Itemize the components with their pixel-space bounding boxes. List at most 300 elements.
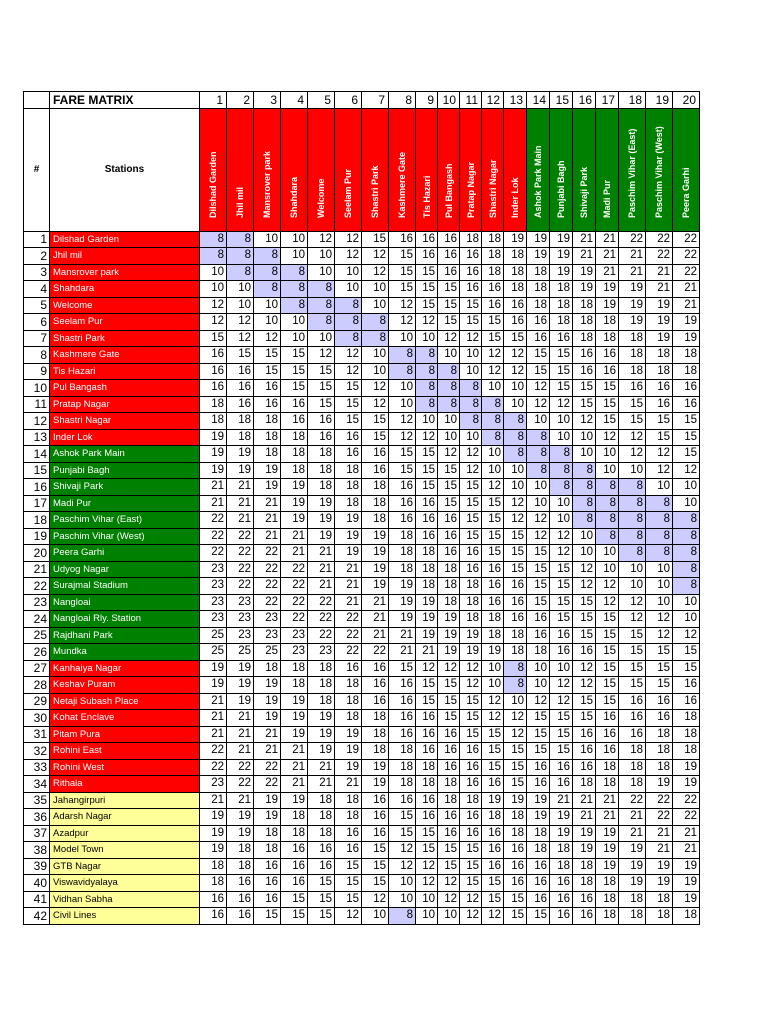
column-number: 4 (281, 92, 308, 109)
fare-cell: 15 (227, 347, 254, 364)
row-number: 6 (24, 314, 50, 331)
fare-cell: 21 (200, 792, 227, 809)
fare-cell: 16 (281, 396, 308, 413)
fare-cell: 15 (482, 545, 504, 562)
fare-cell: 15 (646, 413, 673, 430)
fare-cell: 16 (254, 875, 281, 892)
fare-cell: 19 (573, 825, 596, 842)
fare-cell: 12 (619, 611, 646, 628)
fare-cell: 18 (308, 446, 335, 463)
row-station-name: Tis Hazari (50, 363, 200, 380)
fare-cell: 12 (460, 446, 482, 463)
fare-cell: 18 (335, 792, 362, 809)
fare-cell: 18 (335, 462, 362, 479)
fare-cell: 18 (308, 825, 335, 842)
fare-cell: 16 (673, 396, 700, 413)
table-row (24, 347, 700, 364)
row-station-name: Shahdara (50, 281, 200, 298)
fare-cell: 16 (504, 297, 527, 314)
fare-cell: 12 (573, 413, 596, 430)
fare-cell: 10 (438, 413, 460, 430)
fare-cell: 12 (550, 396, 573, 413)
fare-cell: 15 (389, 281, 416, 298)
fare-cell: 18 (482, 611, 504, 628)
fare-cell: 16 (416, 792, 438, 809)
fare-cell: 21 (646, 842, 673, 859)
fare-cell: 15 (416, 462, 438, 479)
fare-cell: 12 (596, 429, 619, 446)
row-number: 31 (24, 726, 50, 743)
column-number: 9 (416, 92, 438, 109)
fare-cell: 8 (673, 561, 700, 578)
fare-cell: 10 (200, 281, 227, 298)
fare-cell: 15 (527, 594, 550, 611)
fare-cell: 15 (281, 380, 308, 397)
fare-cell: 18 (646, 363, 673, 380)
fare-cell: 12 (460, 677, 482, 694)
fare-cell: 10 (389, 891, 416, 908)
fare-cell: 19 (619, 281, 646, 298)
fare-cell: 18 (254, 842, 281, 859)
fare-cell: 15 (416, 479, 438, 496)
fare-cell: 18 (596, 908, 619, 925)
fare-cell: 23 (200, 611, 227, 628)
fare-cell: 19 (227, 462, 254, 479)
column-number: 5 (308, 92, 335, 109)
row-station-name: Pul Bangash (50, 380, 200, 397)
fare-cell: 16 (389, 495, 416, 512)
fare-cell: 12 (482, 693, 504, 710)
table-row (24, 545, 700, 562)
fare-cell: 21 (550, 792, 573, 809)
fare-cell: 16 (527, 858, 550, 875)
fare-cell: 16 (416, 495, 438, 512)
fare-cell: 18 (646, 759, 673, 776)
fare-cell: 10 (254, 231, 281, 248)
fare-cell: 21 (308, 578, 335, 595)
fare-cell: 22 (646, 809, 673, 826)
fare-cell: 19 (227, 809, 254, 826)
fare-cell: 16 (227, 908, 254, 925)
fare-cell: 10 (646, 578, 673, 595)
fare-cell: 10 (527, 677, 550, 694)
fare-cell: 21 (227, 495, 254, 512)
fare-cell: 10 (362, 908, 389, 925)
row-number: 30 (24, 710, 50, 727)
fare-cell: 22 (254, 545, 281, 562)
fare-cell: 16 (438, 743, 460, 760)
fare-cell: 21 (308, 776, 335, 793)
fare-cell: 21 (573, 231, 596, 248)
fare-cell: 15 (416, 281, 438, 298)
fare-cell: 16 (527, 330, 550, 347)
fare-cell: 15 (527, 363, 550, 380)
table-row (24, 875, 700, 892)
fare-cell: 19 (335, 726, 362, 743)
fare-cell: 15 (504, 759, 527, 776)
fare-cell: 16 (416, 710, 438, 727)
fare-cell: 18 (619, 347, 646, 364)
fare-cell: 18 (673, 726, 700, 743)
row-station-name: Pitam Pura (50, 726, 200, 743)
fare-cell: 19 (308, 512, 335, 529)
fare-cell: 18 (308, 462, 335, 479)
fare-cell: 18 (389, 528, 416, 545)
row-station-name: Mundka (50, 644, 200, 661)
fare-cell: 19 (438, 644, 460, 661)
fare-cell: 12 (504, 363, 527, 380)
fare-cell: 19 (254, 693, 281, 710)
fare-cell: 18 (281, 462, 308, 479)
fare-cell: 22 (673, 792, 700, 809)
fare-cell: 12 (362, 396, 389, 413)
fare-cell: 12 (362, 891, 389, 908)
fare-cell: 19 (227, 446, 254, 463)
fare-cell: 21 (335, 561, 362, 578)
fare-cell: 16 (389, 677, 416, 694)
fare-cell: 16 (619, 726, 646, 743)
fare-cell: 8 (504, 446, 527, 463)
row-station-name: Seelam Pur (50, 314, 200, 331)
table-row (24, 462, 700, 479)
fare-cell: 12 (596, 578, 619, 595)
fare-cell: 18 (200, 858, 227, 875)
fare-cell: 21 (200, 479, 227, 496)
fare-cell: 18 (527, 644, 550, 661)
row-station-name: Inder Lok (50, 429, 200, 446)
table-row (24, 363, 700, 380)
fare-cell: 21 (416, 644, 438, 661)
fare-cell: 16 (308, 429, 335, 446)
fare-cell: 10 (281, 330, 308, 347)
fare-cell: 15 (362, 429, 389, 446)
fare-cell: 18 (335, 479, 362, 496)
fare-cell: 15 (573, 627, 596, 644)
row-number: 9 (24, 363, 50, 380)
fare-cell: 19 (438, 611, 460, 628)
row-station-name: Welcome (50, 297, 200, 314)
fare-cell: 16 (460, 776, 482, 793)
fare-cell: 15 (573, 396, 596, 413)
fare-cell: 8 (482, 413, 504, 430)
column-station-header (646, 108, 673, 231)
table-row (24, 743, 700, 760)
fare-cell: 10 (308, 248, 335, 265)
fare-cell: 15 (550, 743, 573, 760)
column-number: 1 (200, 92, 227, 109)
fare-cell: 10 (254, 297, 281, 314)
fare-cell: 10 (227, 281, 254, 298)
row-station-name: Punjabi Bagh (50, 462, 200, 479)
fare-cell: 10 (482, 660, 504, 677)
fare-cell: 8 (504, 677, 527, 694)
table-row (24, 776, 700, 793)
fare-cell: 10 (673, 495, 700, 512)
row-station-name: Kohat Enclave (50, 710, 200, 727)
fare-cell: 8 (646, 512, 673, 529)
fare-cell: 10 (504, 380, 527, 397)
fare-cell: 15 (504, 545, 527, 562)
fare-cell: 15 (335, 858, 362, 875)
fare-cell: 12 (573, 677, 596, 694)
fare-cell: 15 (438, 495, 460, 512)
fare-cell: 18 (673, 710, 700, 727)
fare-cell: 15 (673, 644, 700, 661)
row-number: 25 (24, 627, 50, 644)
fare-cell: 15 (438, 462, 460, 479)
fare-cell: 19 (389, 594, 416, 611)
fare-cell: 18 (362, 726, 389, 743)
fare-cell: 19 (646, 858, 673, 875)
fare-cell: 16 (482, 281, 504, 298)
fare-cell: 12 (335, 908, 362, 925)
fare-cell: 21 (308, 759, 335, 776)
fare-cell: 16 (482, 842, 504, 859)
fare-cell: 16 (200, 347, 227, 364)
fare-cell: 10 (550, 512, 573, 529)
fare-cell: 19 (200, 677, 227, 694)
fare-cell: 12 (438, 446, 460, 463)
fare-cell: 23 (281, 644, 308, 661)
fare-cell: 15 (550, 710, 573, 727)
fare-cell: 8 (619, 479, 646, 496)
table-row (24, 446, 700, 463)
fare-cell: 19 (254, 710, 281, 727)
fare-cell: 15 (308, 908, 335, 925)
column-station-header (335, 108, 362, 231)
fare-cell: 21 (335, 776, 362, 793)
fare-cell: 21 (389, 627, 416, 644)
fare-cell: 19 (573, 264, 596, 281)
fare-cell: 21 (227, 792, 254, 809)
row-station-name: Azadpur (50, 825, 200, 842)
fare-cell: 18 (573, 875, 596, 892)
fare-cell: 15 (527, 710, 550, 727)
fare-cell: 19 (335, 545, 362, 562)
fare-cell: 21 (335, 578, 362, 595)
fare-cell: 16 (619, 710, 646, 727)
row-number: 7 (24, 330, 50, 347)
fare-cell: 16 (482, 594, 504, 611)
fare-cell: 8 (335, 297, 362, 314)
fare-cell: 18 (227, 842, 254, 859)
fare-cell: 12 (389, 429, 416, 446)
fare-cell: 15 (673, 660, 700, 677)
page-title: FARE MATRIX (50, 92, 200, 109)
fare-cell: 10 (504, 462, 527, 479)
fare-cell: 15 (504, 776, 527, 793)
fare-cell: 10 (527, 495, 550, 512)
fare-matrix-table (23, 91, 700, 925)
fare-cell: 15 (389, 660, 416, 677)
fare-cell: 18 (438, 776, 460, 793)
fare-cell: 23 (281, 627, 308, 644)
column-number: 7 (362, 92, 389, 109)
fare-cell: 19 (596, 842, 619, 859)
fare-cell: 16 (573, 908, 596, 925)
table-row (24, 792, 700, 809)
fare-cell: 18 (573, 314, 596, 331)
fare-cell: 15 (389, 809, 416, 826)
fare-cell: 18 (550, 842, 573, 859)
fare-cell: 21 (596, 264, 619, 281)
fare-cell: 15 (389, 264, 416, 281)
fare-cell: 15 (335, 875, 362, 892)
fare-cell: 15 (550, 347, 573, 364)
fare-cell: 19 (281, 726, 308, 743)
fare-cell: 15 (573, 380, 596, 397)
fare-cell: 18 (646, 908, 673, 925)
fare-cell: 23 (254, 611, 281, 628)
fare-cell: 21 (281, 743, 308, 760)
fare-cell: 10 (619, 561, 646, 578)
fare-cell: 21 (227, 710, 254, 727)
fare-cell: 10 (389, 330, 416, 347)
fare-cell: 19 (254, 677, 281, 694)
fare-cell: 8 (573, 512, 596, 529)
fare-cell: 19 (596, 297, 619, 314)
table-row (24, 248, 700, 265)
fare-cell: 21 (200, 495, 227, 512)
fare-cell: 12 (504, 726, 527, 743)
fare-cell: 16 (389, 231, 416, 248)
fare-cell: 18 (596, 759, 619, 776)
fare-cell: 21 (254, 512, 281, 529)
fare-cell: 15 (460, 858, 482, 875)
row-number: 14 (24, 446, 50, 463)
fare-cell: 16 (416, 231, 438, 248)
column-number: 12 (482, 92, 504, 109)
column-station-header (482, 108, 504, 231)
fare-cell: 16 (416, 726, 438, 743)
fare-cell: 19 (389, 578, 416, 595)
column-station-header (550, 108, 573, 231)
fare-cell: 12 (482, 710, 504, 727)
fare-cell: 12 (254, 330, 281, 347)
fare-cell: 16 (504, 858, 527, 875)
fare-cell: 21 (362, 594, 389, 611)
fare-cell: 10 (482, 462, 504, 479)
fare-cell: 22 (227, 776, 254, 793)
fare-cell: 15 (438, 858, 460, 875)
row-station-name: Rohini East (50, 743, 200, 760)
fare-cell: 10 (254, 314, 281, 331)
table-row (24, 594, 700, 611)
fare-cell: 16 (335, 429, 362, 446)
fare-cell: 15 (389, 446, 416, 463)
fare-cell: 8 (550, 462, 573, 479)
fare-cell: 15 (438, 677, 460, 694)
fare-cell: 15 (254, 347, 281, 364)
fare-cell: 19 (362, 578, 389, 595)
fare-cell: 19 (550, 264, 573, 281)
fare-cell: 18 (389, 561, 416, 578)
fare-cell: 12 (646, 446, 673, 463)
stations-label: Stations (50, 108, 200, 231)
fare-cell: 16 (573, 743, 596, 760)
fare-cell: 8 (504, 660, 527, 677)
fare-cell: 15 (416, 693, 438, 710)
fare-cell: 16 (527, 627, 550, 644)
fare-cell: 19 (335, 743, 362, 760)
row-number: 36 (24, 809, 50, 826)
fare-cell: 16 (504, 314, 527, 331)
fare-cell: 19 (227, 660, 254, 677)
fare-cell: 15 (550, 726, 573, 743)
fare-cell: 10 (362, 363, 389, 380)
fare-cell: 22 (619, 231, 646, 248)
table-row (24, 512, 700, 529)
fare-cell: 18 (308, 809, 335, 826)
row-station-name: Pratap Nagar (50, 396, 200, 413)
fare-cell: 19 (227, 825, 254, 842)
fare-cell: 25 (227, 644, 254, 661)
fare-cell: 15 (335, 891, 362, 908)
fare-cell: 19 (281, 792, 308, 809)
fare-cell: 15 (335, 380, 362, 397)
fare-cell: 18 (416, 545, 438, 562)
fare-cell: 18 (504, 644, 527, 661)
column-number: 16 (573, 92, 596, 109)
table-row (24, 660, 700, 677)
fare-cell: 18 (550, 297, 573, 314)
fare-cell: 10 (362, 347, 389, 364)
fare-cell: 16 (504, 611, 527, 628)
fare-cell: 12 (527, 380, 550, 397)
row-number: 37 (24, 825, 50, 842)
fare-cell: 16 (550, 330, 573, 347)
fare-cell: 10 (460, 429, 482, 446)
fare-cell: 18 (416, 776, 438, 793)
fare-cell: 22 (227, 545, 254, 562)
fare-cell: 16 (460, 561, 482, 578)
fare-cell: 16 (504, 578, 527, 595)
fare-cell: 10 (673, 594, 700, 611)
fare-cell: 12 (482, 908, 504, 925)
fare-cell: 16 (460, 264, 482, 281)
row-station-name: Jahangirpuri (50, 792, 200, 809)
fare-cell: 15 (308, 891, 335, 908)
row-station-name: Model Town (50, 842, 200, 859)
fare-cell: 18 (254, 825, 281, 842)
fare-cell: 16 (438, 528, 460, 545)
fare-cell: 18 (362, 512, 389, 529)
fare-cell: 16 (460, 809, 482, 826)
fare-cell: 8 (254, 264, 281, 281)
table-row (24, 627, 700, 644)
table-row (24, 578, 700, 595)
fare-cell: 22 (254, 594, 281, 611)
fare-cell: 21 (200, 693, 227, 710)
table-row (24, 825, 700, 842)
fare-cell: 15 (460, 495, 482, 512)
fare-cell: 18 (619, 759, 646, 776)
fare-cell: 15 (438, 710, 460, 727)
fare-cell: 10 (482, 677, 504, 694)
table-row (24, 380, 700, 397)
fare-cell: 22 (362, 644, 389, 661)
fare-cell: 22 (673, 809, 700, 826)
fare-cell: 15 (281, 347, 308, 364)
row-station-name: Shivaji Park (50, 479, 200, 496)
column-station-name: Madi Pur (602, 179, 612, 218)
column-number-row (24, 92, 700, 109)
fare-cell: 15 (527, 726, 550, 743)
fare-cell: 19 (504, 231, 527, 248)
row-number: 16 (24, 479, 50, 496)
fare-cell: 16 (460, 545, 482, 562)
fare-cell: 21 (362, 611, 389, 628)
